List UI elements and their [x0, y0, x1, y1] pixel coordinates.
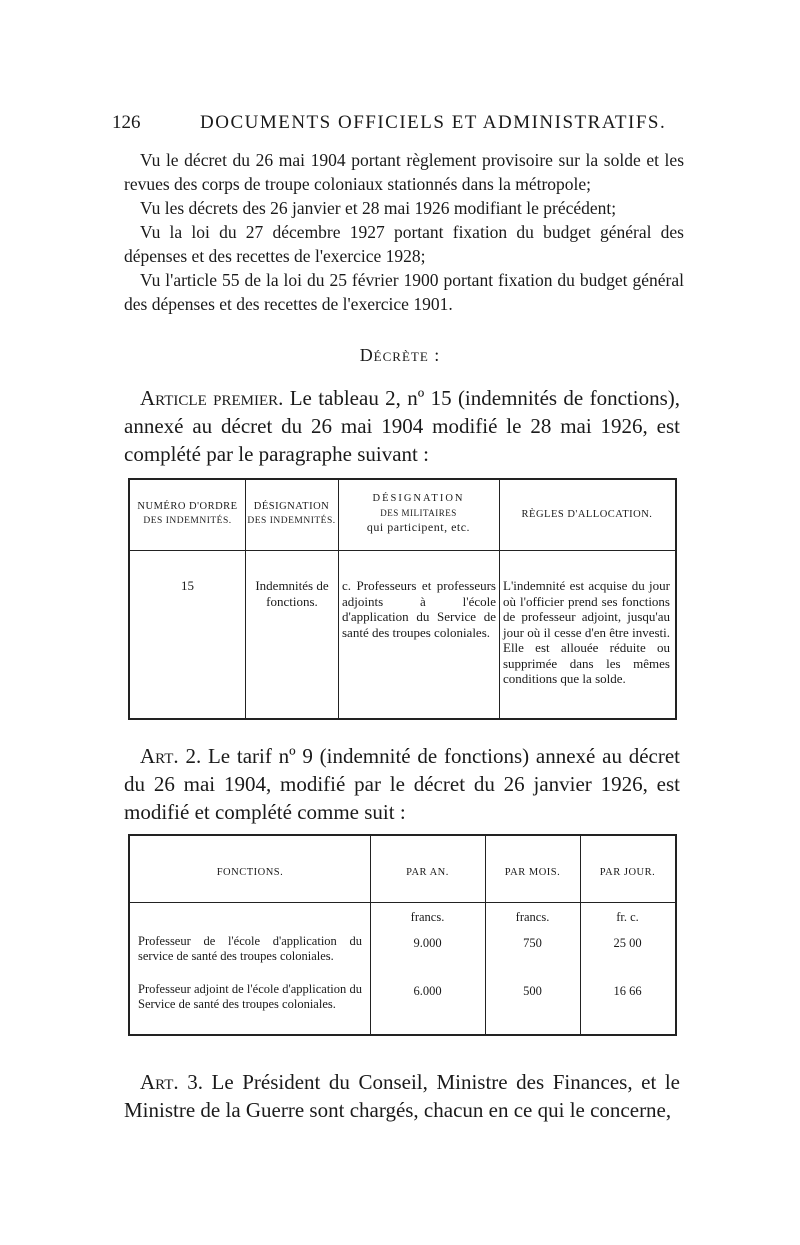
- header-text: DES MILITAIRES: [380, 508, 457, 518]
- preamble-paragraph: Vu le décret du 26 mai 1904 portant règlement provisoire sur la solde et les revues des corps de troupe coloniaux stationnés dans la métropole;: [124, 150, 684, 194]
- table1-header-numero: [130, 500, 245, 528]
- table2-header-par-an: PAR AN.: [406, 867, 449, 878]
- table2-cell-mois: 500: [523, 984, 542, 998]
- article-3: [124, 1068, 680, 1124]
- table-tarif: [128, 834, 677, 1036]
- preamble-paragraph: Vu l'article 55 de la loi du 25 février 1900 portant fixation du budget général des dépenses et des recettes de l'exercice 1901.: [124, 270, 684, 314]
- table-row: Professeur de l'école d'application du service de santé des troupes coloniales.: [138, 934, 362, 963]
- table1-number: 15: [181, 578, 194, 593]
- header-text: DÉSIGNATION: [372, 493, 465, 504]
- table2-cell-jour: 25 00: [613, 936, 642, 950]
- table1-indemnity: Indemnités de fonctions.: [255, 578, 329, 609]
- header-text: NUMÉRO D'ORDRE: [137, 501, 238, 512]
- table2-unit-an: francs.: [410, 910, 445, 924]
- table-indemnites: [128, 478, 677, 720]
- preamble-paragraph: Vu la loi du 27 décembre 1927 portant fixation du budget général des dépenses et des recettes de l'exercice 1928;: [124, 222, 684, 266]
- running-title: DOCUMENTS OFFICIELS ET ADMINISTRATIFS.: [200, 112, 667, 133]
- article-3-lead: Art. 3.: [140, 1070, 203, 1094]
- header-text: DÉSIGNATION: [253, 501, 330, 512]
- table2-header-par-jour: PAR JOUR.: [599, 867, 656, 878]
- table2-header-par-mois: PAR MOIS.: [504, 867, 561, 878]
- article-3-text: Le Président du Conseil, Ministre des Finances, et le Ministre de la Guerre sont chargés, chacun en ce qui le concerne,: [124, 1070, 680, 1122]
- table2-unit-mois: francs.: [515, 910, 550, 924]
- decrete-heading: Décrète :: [359, 345, 441, 365]
- table2-header-rule: [130, 902, 675, 903]
- article-2: [124, 742, 680, 826]
- table2-header-fonctions: FONCTIONS.: [216, 867, 284, 878]
- table1-header-designation-militaires: [338, 492, 499, 534]
- article-2-text: Le tarif nº 9 (indemnité de fonctions) annexé au décret du 26 mai 1904, modifié par le décret du 26 janvier 1926, est modifié et complété comme suit :: [124, 744, 680, 824]
- preamble-paragraph: Vu les décrets des 26 janvier et 28 mai 1926 modifiant le précédent;: [140, 198, 617, 218]
- table2-cell-jour: 16 66: [613, 984, 642, 998]
- table1-military: c. Professeurs et professeurs adjoints à l'école d'application du Service de santé des troupes coloniales.: [342, 578, 496, 640]
- table2-cell-an: 6.000: [413, 984, 442, 998]
- table1-rules: L'indemnité est acquise du jour où l'officier prend ses fonctions de professeur adjoint, jusqu'au jour où il cesse d'en être investi. Elle est allouée réduite ou supprimée dans les mêmes conditions que la solde.: [503, 578, 670, 686]
- article-2-lead: Art. 2.: [140, 744, 202, 768]
- table2-unit-jour: fr. c.: [616, 910, 639, 924]
- table1-header-regles: RÈGLES D'ALLOCATION.: [521, 509, 653, 520]
- article-1: [124, 384, 680, 468]
- article-1-text: Le tableau 2, nº 15 (indemnités de fonctions), annexé au décret du 26 mai 1904 modifié le 28 mai 1926, est complété par le paragraphe suivant :: [124, 386, 680, 466]
- table1-header-designation-indemnites: [245, 500, 338, 528]
- table-row: Professeur adjoint de l'école d'application du Service de santé des troupes coloniales.: [138, 982, 362, 1011]
- table2-cell-an: 9.000: [413, 936, 442, 950]
- header-text: qui participent, etc.: [366, 520, 471, 534]
- article-1-lead: Article premier.: [140, 386, 284, 410]
- header-text: DES INDEMNITÉS.: [247, 516, 336, 526]
- page-number: 126: [112, 112, 141, 133]
- table2-cell-mois: 750: [523, 936, 542, 950]
- header-text: DES INDEMNITÉS.: [143, 516, 232, 526]
- table1-header-rule: [130, 550, 675, 551]
